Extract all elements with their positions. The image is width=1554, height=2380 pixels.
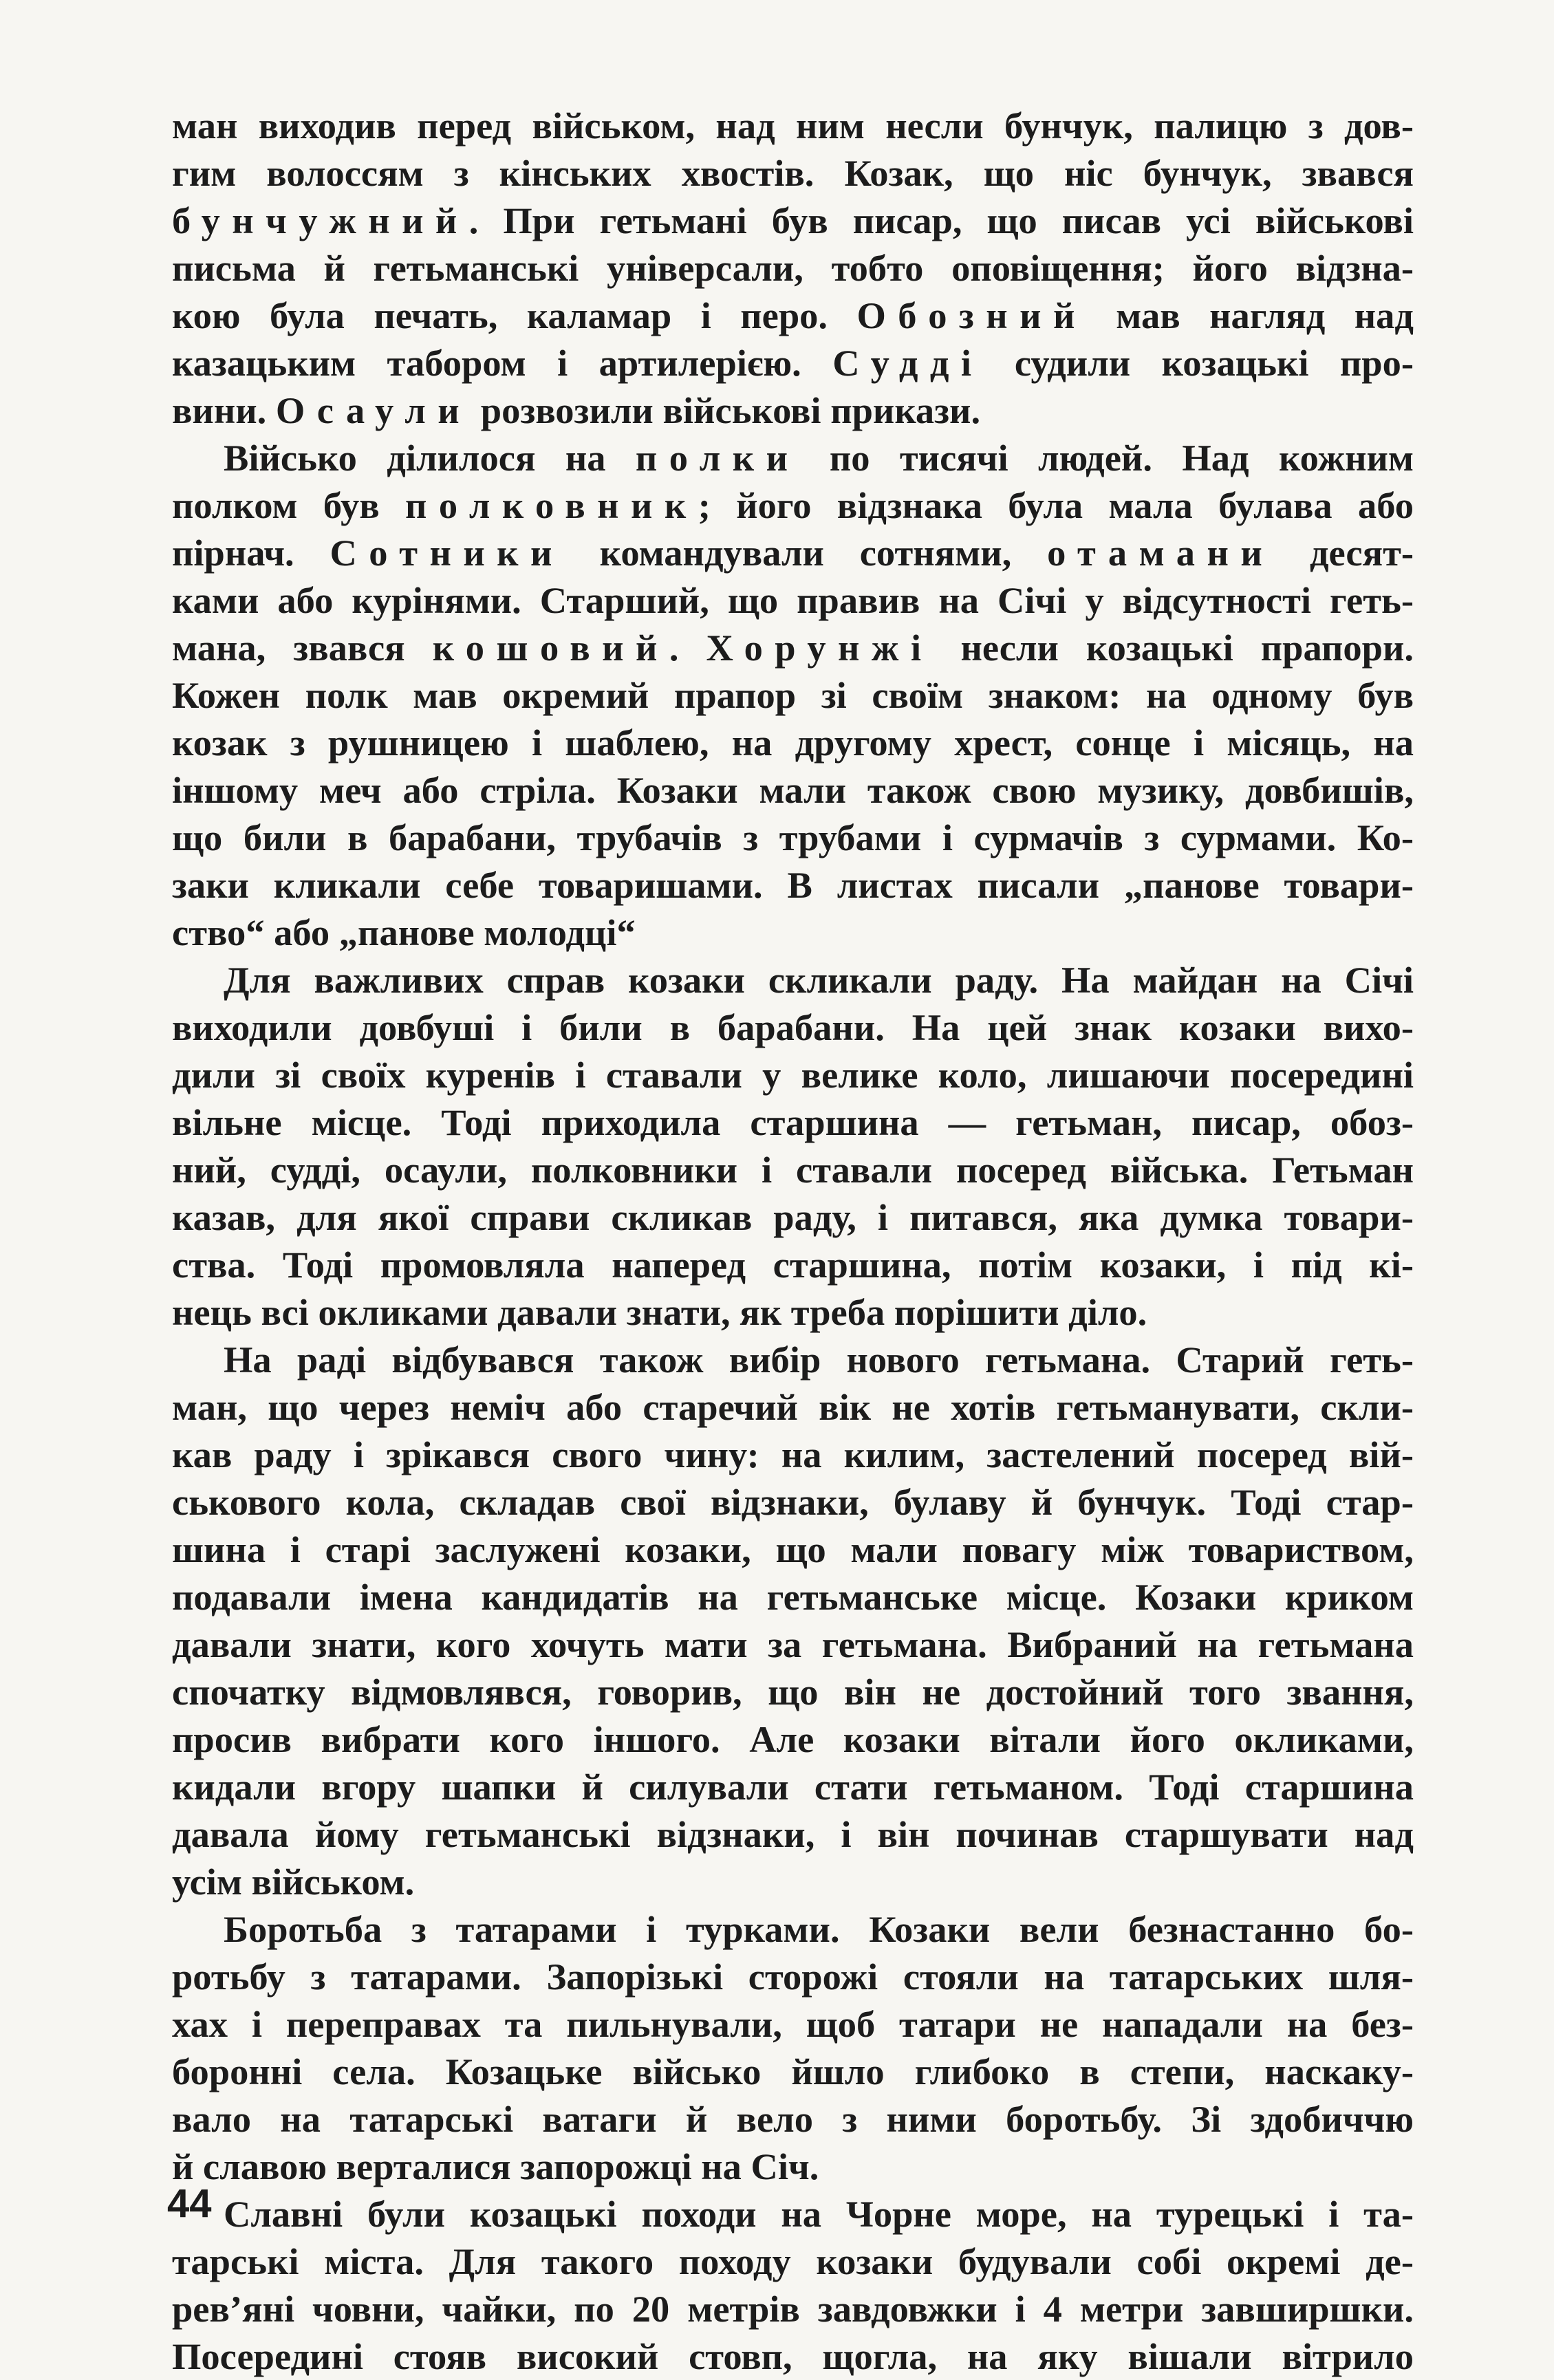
text-line — [172, 292, 1414, 339]
text-line — [172, 2190, 1414, 2238]
text-run: ний, судді, осаули, полковники і ставали посеред війська. Гетьман — [172, 1149, 1414, 1191]
text-run: казав, для якої справи скликав раду, і питався, яка думка товари- — [172, 1196, 1414, 1238]
text-line — [172, 1810, 1414, 1858]
text-run: шина і старі заслужені козаки, що мали повагу між товариством, — [172, 1528, 1414, 1570]
text-run: по тисячі людей. Над кожним — [799, 437, 1414, 479]
spaced-term: кошовий — [432, 627, 669, 669]
text-line — [172, 1905, 1414, 1953]
text-run: козак з рушницею і шаблею, на другому хрест, сонце і місяць, на — [172, 722, 1414, 764]
spaced-term: отамани — [1047, 532, 1275, 574]
text-line — [172, 1858, 1414, 1905]
spaced-term: Осаули — [275, 389, 472, 431]
text-line — [172, 956, 1414, 1004]
text-run: кою була печать, каламар і перо. — [172, 294, 857, 336]
spaced-term: полковник — [405, 484, 698, 526]
spaced-term: Обозний — [856, 294, 1087, 336]
text-line — [172, 434, 1414, 482]
text-run: Славні були козацькі походи на Чорне море, на турецькі і та- — [224, 2193, 1414, 2235]
text-run: й славою верталися запорожці на Січ. — [172, 2145, 819, 2187]
text-run: дили зі своїх куренів і ставали у велике коло, лишаючи посередині — [172, 1054, 1414, 1096]
text-line — [172, 244, 1414, 292]
text-line — [172, 1716, 1414, 1763]
text-run: ство“ або „панове молодці“ — [172, 911, 636, 953]
text-line — [172, 2285, 1414, 2333]
text-line — [172, 2095, 1414, 2143]
text-line — [172, 1953, 1414, 2000]
text-line — [172, 1478, 1414, 1526]
text-run: ман виходив перед військом, над ним несли бунчук, палицю з дов- — [172, 105, 1414, 147]
text-run: розвозили військові прикази. — [471, 389, 981, 431]
text-run: Козаки вели безнастанно бо- — [839, 1908, 1414, 1950]
text-line — [172, 1004, 1414, 1051]
text-line — [172, 1573, 1414, 1621]
text-run: Посередині стояв високий стовп, щогла, на яку вішали вітрило — [172, 2335, 1414, 2377]
text-line — [172, 2048, 1414, 2095]
spaced-term: Сотники — [330, 532, 564, 574]
spaced-term: полки — [635, 437, 800, 479]
text-run: кав раду і зрікався свого чину: на килим, застелений посеред вій- — [172, 1434, 1414, 1475]
text-run: мав нагляд над — [1086, 294, 1414, 336]
text-line — [172, 909, 1414, 956]
text-run: кидали вгору шапки й силували стати гетьманом. Тоді старшина — [172, 1766, 1414, 1808]
text-line — [172, 1621, 1414, 1668]
text-run: десят- — [1274, 532, 1414, 574]
text-line — [172, 719, 1414, 766]
text-line — [172, 1146, 1414, 1193]
text-run: пірнач. — [172, 532, 330, 574]
text-run: вало на татарські ватаги й вело з ними боротьбу. Зі здобиччю — [172, 2098, 1414, 2140]
text-line — [172, 339, 1414, 387]
text-run: ства. Тоді промовляла наперед старшина, потім козаки, і під кі- — [172, 1244, 1414, 1286]
text-line — [172, 624, 1414, 671]
text-run: . — [669, 627, 706, 669]
text-line — [172, 1668, 1414, 1716]
text-run: Боротьба з татарами і турками. — [224, 1908, 840, 1950]
text-line — [172, 1763, 1414, 1810]
text-run: полком був — [172, 484, 406, 526]
text-line — [172, 482, 1414, 529]
text-run: мана, звався — [172, 627, 433, 669]
text-line — [172, 1241, 1414, 1288]
text-run: вини. — [172, 389, 276, 431]
text-run: заки кликали себе товаришами. В листах писали „панове товари- — [172, 864, 1414, 906]
text-run: рев’яні човни, чайки, по 20 метрів завдовжки і 4 метри завширшки. — [172, 2288, 1414, 2330]
text-line — [172, 387, 1414, 434]
text-line — [172, 149, 1414, 197]
text-run: Для важливих справ козаки скликали раду. На майдан на Січі — [224, 959, 1414, 1001]
text-line — [172, 1051, 1414, 1099]
text-line — [172, 814, 1414, 861]
text-run: іншому меч або стріла. Козаки мали також свою музику, довбишів, — [172, 769, 1414, 811]
text-line — [172, 2143, 1414, 2190]
text-run: боронні села. Козацьке військо йшло глибоко в степи, наскаку- — [172, 2051, 1414, 2092]
text-run: гим волоссям з кінських хвостів. Козак, що ніс бунчук, звався — [172, 152, 1414, 194]
text-run: усім військом. — [172, 1861, 415, 1903]
text-line — [172, 1099, 1414, 1146]
text-run: ман, що через неміч або старечий вік не хотів гетьманувати, скли- — [172, 1386, 1414, 1428]
text-line — [172, 861, 1414, 909]
text-run: казацьким табором і артилерією. — [172, 342, 833, 384]
text-run: хах і переправах та пильнували, щоб татари не нападали на без- — [172, 2003, 1414, 2045]
text-run: ; його відзнака була мала булава або — [698, 484, 1414, 526]
text-line — [172, 1193, 1414, 1241]
spaced-term: бунчужний — [172, 199, 469, 241]
text-run: На раді відбувався також вибір нового гетьмана. Старий геть- — [224, 1339, 1414, 1381]
text-line — [172, 1526, 1414, 1573]
text-run: судили козацькі про- — [983, 342, 1414, 384]
text-run: виходили довбуші і били в барабани. На цей знак козаки вихо- — [172, 1006, 1414, 1048]
page-number: 44 — [167, 2181, 212, 2226]
text-run: письма й гетьманські універсали, тобто оповіщення; його відзна- — [172, 247, 1414, 289]
text-run: просив вибрати кого іншого. Але козаки вітали його окликами, — [172, 1718, 1414, 1760]
text-line — [172, 2238, 1414, 2285]
text-line — [172, 2000, 1414, 2048]
text-run: командували сотнями, — [563, 532, 1048, 574]
text-line — [172, 1431, 1414, 1478]
body-text — [172, 102, 1414, 2380]
text-line — [172, 102, 1414, 149]
text-line — [172, 766, 1414, 814]
text-run: ськового кола, складав свої відзнаки, булаву й бунчук. Тоді стар- — [172, 1481, 1414, 1523]
text-run: Військо ділилося на — [224, 437, 636, 479]
text-run: . При гетьмані був писар, що писав усі військові — [468, 199, 1414, 241]
text-line — [172, 2333, 1414, 2380]
text-run: давали знати, кого хочуть мати за гетьмана. Вибраний на гетьмана — [172, 1623, 1414, 1665]
text-run: вільне місце. Тоді приходила старшина — гетьман, писар, обоз- — [172, 1101, 1414, 1143]
text-run: спочатку відмовлявся, говорив, що він не достойний того звання, — [172, 1671, 1414, 1713]
text-line — [172, 1383, 1414, 1431]
text-line — [172, 576, 1414, 624]
text-run: давала йому гетьманські відзнаки, і він починав старшувати над — [172, 1813, 1414, 1855]
text-run: несли козацькі прапори. — [933, 627, 1414, 669]
text-run: ротьбу з татарами. Запорізькі сторожі стояли на татарських шля- — [172, 1956, 1414, 1998]
text-run: ками або курінями. Старший, що правив на Січі у відсутності геть- — [172, 579, 1414, 621]
spaced-term: Хорунжі — [706, 627, 934, 669]
text-line — [172, 529, 1414, 576]
text-run: що били в барабани, трубачів з трубами і сурмачів з сурмами. Ко- — [172, 816, 1414, 858]
spaced-term: Судді — [832, 342, 984, 384]
text-line — [172, 1336, 1414, 1383]
text-line — [172, 1288, 1414, 1336]
text-run: тарські міста. Для такого походу козаки будували собі окремі де- — [172, 2240, 1414, 2282]
text-line — [172, 671, 1414, 719]
text-line — [172, 197, 1414, 244]
text-run: нець всі окликами давали знати, як треба порішити діло. — [172, 1291, 1147, 1333]
text-run: подавали імена кандидатів на гетьманське місце. Козаки криком — [172, 1576, 1414, 1618]
text-run: Кожен полк мав окремий прапор зі своїм знаком: на одному був — [172, 674, 1414, 716]
